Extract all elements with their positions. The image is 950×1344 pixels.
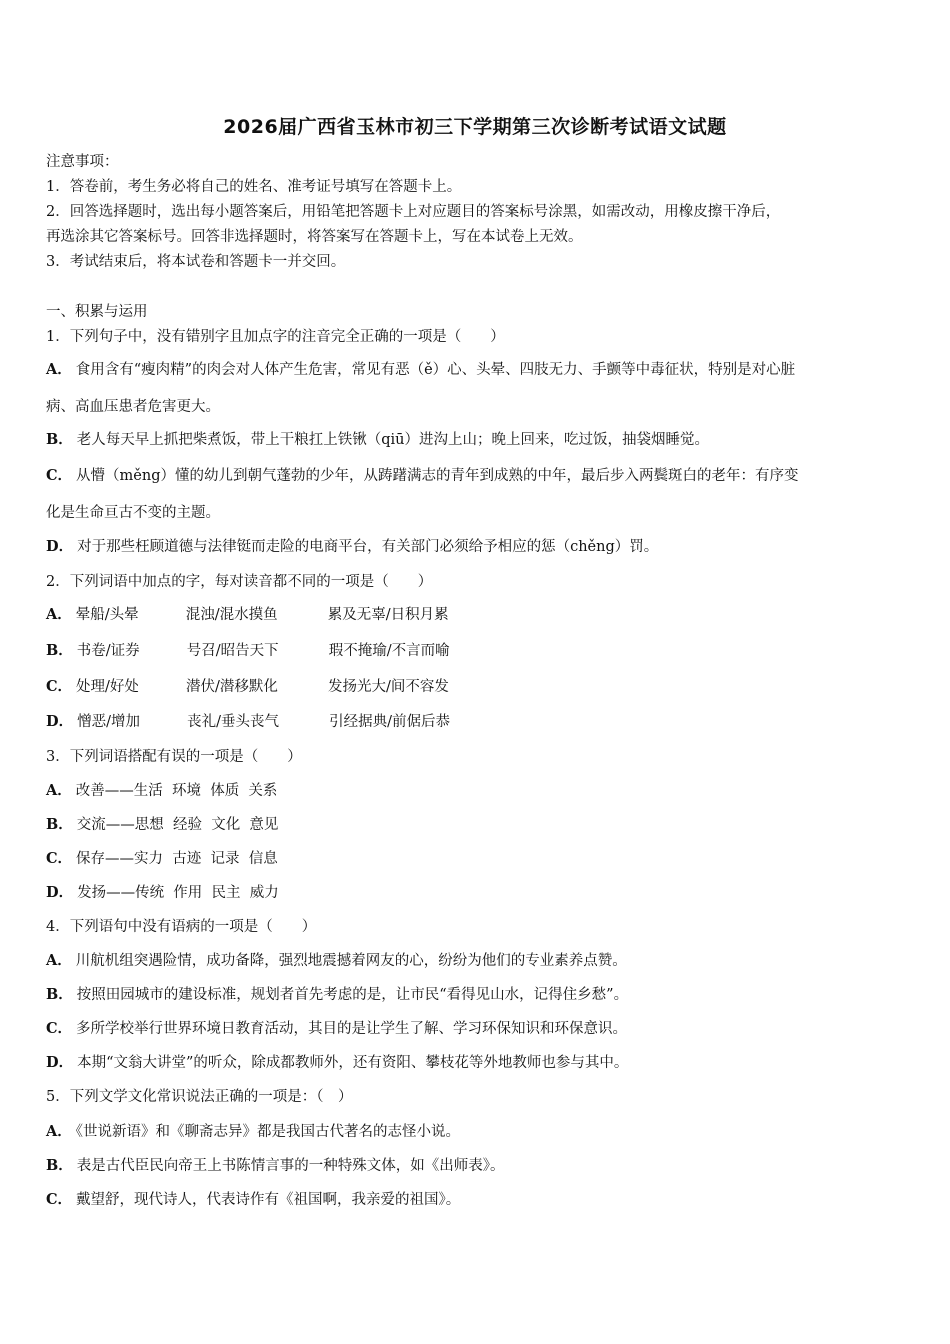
word-pair: 晕船/头晕 (75, 607, 139, 623)
notice-item: 1．答卷前，考生务必将自己的姓名、准考证号填写在答题卡上。 (46, 179, 462, 195)
option-letter: B． (46, 986, 73, 1003)
q4-option-c (46, 1019, 627, 1039)
option-letter: D． (46, 1054, 74, 1071)
q1-option-a (46, 360, 795, 380)
option-text: 对于那些枉顾道德与法律铤而走险的电商平台，有关部门必须给予相应的惩（chěng）罚。 (77, 539, 659, 555)
notice-item: 2．回答选择题时，选出每小题答案后，用铅笔把答题卡上对应题目的答案标号涂黑，如需改动，用橡皮擦干净后， (46, 204, 781, 220)
word-pair: 混浊/混水摸鱼 (185, 607, 278, 623)
q1-option-b (46, 430, 709, 450)
option-text: 表是古代臣民向帝王上书陈情言事的一种特殊文体，如《出师表》。 (76, 1158, 505, 1174)
word-pair: 书卷/证券 (76, 643, 140, 659)
option-text: 发扬——传统 作用 民主 威力 (77, 885, 279, 901)
q4-option-a (46, 951, 627, 971)
word-pair: 累及无辜/日积月累 (327, 607, 449, 623)
q3-option-b (46, 815, 278, 835)
option-text: 改善——生活 环境 体质 关系 (75, 783, 278, 799)
q1-option-c-cont: 化是生命亘古不变的主题。 (46, 505, 220, 521)
option-letter: B． (46, 431, 73, 448)
word-pair: 发扬光大/间不容发 (328, 679, 449, 695)
option-text: 保存——实力 古迹 记录 信息 (76, 851, 278, 867)
option-letter: D． (46, 713, 74, 730)
option-text: 老人每天早上抓把柴煮饭，带上干粮扛上铁锹（qiū）进沟上山；晚上回来，吃过饭，抽袋烟睡觉。 (76, 432, 710, 448)
q5-option-a (46, 1122, 460, 1142)
question-5-stem: 5．下列文学文化常识说法正确的一项是：（ ） (46, 1089, 353, 1105)
q3-option-c (46, 849, 278, 869)
option-text: 川航机组突遇险情，成功备降，强烈地震撼着网友的心，纷纷为他们的专业素养点赞。 (75, 953, 627, 969)
option-text: 本期“文翁大讲堂”的听众，除成都教师外，还有资阳、攀枝花等外地教师也参与其中。 (77, 1055, 629, 1071)
option-letter: C． (46, 467, 73, 484)
question-1-stem: 1．下列句子中，没有错别字且加点字的注音完全正确的一项是（ ） (46, 329, 505, 345)
option-text: 交流——思想 经验 文化 意见 (76, 817, 279, 833)
option-letter: B． (46, 1157, 73, 1174)
option-text: 按照田园城市的建设标准，规划者首先考虑的是，让市民“看得见山水，记得住乡愁”。 (76, 987, 629, 1003)
option-letter: A． (46, 361, 72, 378)
option-text: 食用含有“瘦肉精”的肉会对人体产生危害，常见有恶（ě）心、头晕、四肢无力、手颤等中毒征状，特别是对心脏 (75, 362, 796, 378)
option-letter: A． (46, 782, 72, 799)
q5-option-b (46, 1156, 505, 1176)
option-letter: A． (46, 1123, 72, 1140)
q3-option-d (46, 883, 279, 903)
question-3-stem: 3．下列词语搭配有误的一项是（ ） (46, 749, 302, 765)
q4-option-d (46, 1053, 628, 1073)
notice-item: 再选涂其它答案标号。回答非选择题时，将答案写在答题卡上，写在本试卷上无效。 (46, 229, 583, 245)
q5-option-c (46, 1190, 460, 1210)
q1-option-c (46, 466, 799, 486)
option-letter: B． (46, 642, 73, 659)
q4-option-b (46, 985, 628, 1005)
page-title: 2026届广西省玉林市初三下学期第三次诊断考试语文试题 (223, 116, 727, 138)
option-letter: D． (46, 884, 74, 901)
q2-option-a (46, 605, 498, 625)
q1-option-a-cont: 病、高血压患者危害更大。 (46, 399, 220, 415)
option-letter: C． (46, 1020, 73, 1037)
word-pair: 丧礼/垂头丧气 (187, 714, 279, 730)
option-text: 多所学校举行世界环境日教育活动，其目的是让学生了解、学习环保知识和环保意识。 (76, 1021, 628, 1037)
word-pair: 引经据典/前倨后恭 (329, 714, 450, 730)
question-4-stem: 4．下列语句中没有语病的一项是（ ） (46, 919, 317, 935)
option-letter: D． (46, 538, 74, 555)
word-pair: 处理/好处 (76, 679, 139, 695)
option-letter: A． (46, 952, 72, 969)
option-text: 戴望舒，现代诗人，代表诗作有《祖国啊，我亲爱的祖国》。 (76, 1192, 461, 1208)
section-heading: 一、积累与运用 (46, 304, 148, 320)
option-letter: B． (46, 816, 73, 833)
option-letter: C． (46, 1191, 73, 1208)
q3-option-a (46, 781, 277, 801)
word-pair: 憎恶/增加 (77, 714, 140, 730)
question-2-stem: 2．下列词语中加点的字，每对读音都不同的一项是（ ） (46, 574, 433, 590)
option-letter: C． (46, 850, 73, 867)
q2-option-d (46, 712, 499, 732)
q2-option-c (46, 677, 498, 697)
option-text: 从懵（měng）懂的幼儿到朝气蓬勃的少年，从踌躇满志的青年到成熟的中年，最后步入两鬓斑白的老年：有序变 (76, 468, 799, 484)
notice-item: 3．考试结束后，将本试卷和答题卡一并交回。 (46, 254, 346, 270)
notice-heading: 注意事项： (46, 154, 119, 170)
q2-option-b (46, 641, 499, 661)
word-pair: 瑕不掩瑜/不言而喻 (328, 643, 450, 659)
option-text: 《世说新语》和《聊斋志异》都是我国古代著名的志怪小说。 (75, 1124, 461, 1140)
q1-option-d (46, 537, 658, 557)
word-pair: 潜伏/潜移默化 (186, 679, 278, 695)
word-pair: 号召/昭告天下 (186, 643, 279, 659)
option-letter: C． (46, 678, 73, 695)
option-letter: A． (46, 606, 72, 623)
